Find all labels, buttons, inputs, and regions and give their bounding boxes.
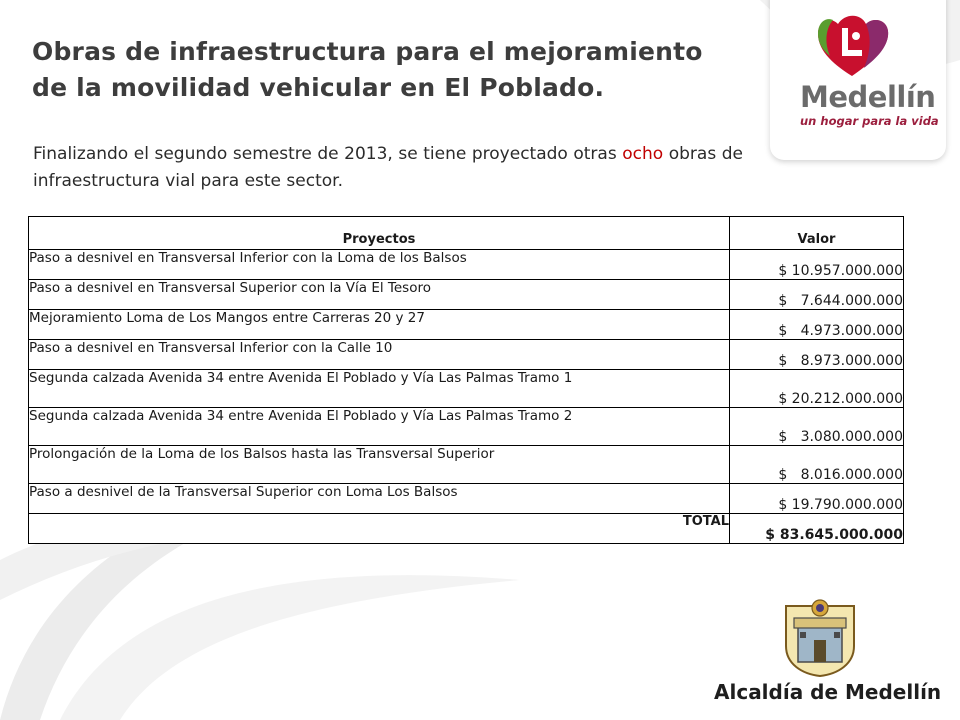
page-title: Obras de infraestructura para el mejoramiento de la movilidad vehicular en El Poblado.: [32, 37, 703, 102]
project-value: $ 4.973.000.000: [730, 310, 904, 340]
project-name: Paso a desnivel de la Transversal Superior con Loma Los Balsos: [29, 484, 730, 514]
table-row: [29, 250, 904, 280]
project-name: Segunda calzada Avenida 34 entre Avenida El Poblado y Vía Las Palmas Tramo 1: [29, 370, 730, 408]
medellin-heart-icon: [770, 0, 946, 84]
project-value: $ 8.016.000.000: [730, 446, 904, 484]
table-row: [29, 310, 904, 340]
table-header-row: [29, 217, 904, 250]
projects-table: [28, 216, 904, 544]
project-value: $ 8.973.000.000: [730, 340, 904, 370]
header-valor: Valor: [730, 217, 904, 250]
project-value: $ 7.644.000.000: [730, 280, 904, 310]
project-value: $ 20.212.000.000: [730, 370, 904, 408]
table-row: [29, 408, 904, 446]
intro-paragraph: [33, 141, 743, 195]
intro-text-start: Finalizando el segundo semestre de 2013, se tiene proyectado otras: [33, 144, 623, 164]
project-name: Prolongación de la Loma de los Balsos hasta las Transversal Superior: [29, 446, 730, 484]
total-label: TOTAL: [29, 514, 730, 544]
total-value: $ 83.645.000.000: [730, 514, 904, 544]
project-name: Paso a desnivel en Transversal Inferior con la Calle 10: [29, 340, 730, 370]
project-name: Segunda calzada Avenida 34 entre Avenida El Poblado y Vía Las Palmas Tramo 2: [29, 408, 730, 446]
table-row: [29, 370, 904, 408]
project-name: Paso a desnivel en Transversal Inferior con la Loma de los Balsos: [29, 250, 730, 280]
table-row: [29, 280, 904, 310]
logo-tagline: un hogar para la vida: [800, 114, 939, 128]
medellin-logo: [770, 0, 946, 160]
header-proyectos: Proyectos: [29, 217, 730, 250]
project-name: Mejoramiento Loma de Los Mangos entre Carreras 20 y 27: [29, 310, 730, 340]
intro-highlight: ocho: [622, 144, 664, 164]
coat-of-arms-icon: [780, 596, 860, 678]
total-row: [29, 514, 904, 544]
project-value: $ 3.080.000.000: [730, 408, 904, 446]
project-value: $ 10.957.000.000: [730, 250, 904, 280]
table-row: [29, 484, 904, 514]
table-row: [29, 340, 904, 370]
project-value: $ 19.790.000.000: [730, 484, 904, 514]
logo-name: Medellín: [800, 80, 936, 114]
intro-text-end: obras de infraestructura vial para este sector.: [33, 144, 743, 191]
project-name: Paso a desnivel en Transversal Superior con la Vía El Tesoro: [29, 280, 730, 310]
alcaldia-label: Alcaldía de Medellín: [714, 680, 942, 704]
table-row: [29, 446, 904, 484]
